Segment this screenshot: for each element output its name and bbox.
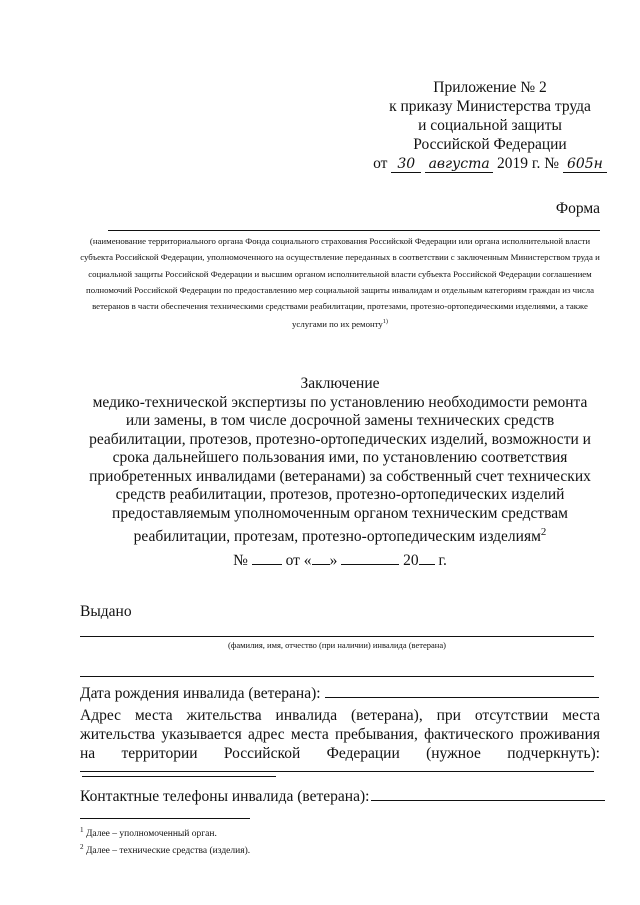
appendix-date-line bbox=[360, 154, 620, 173]
footnotes bbox=[80, 824, 250, 858]
date-day: 30 bbox=[391, 157, 421, 173]
title-heading: Заключение bbox=[300, 375, 380, 392]
year-prefix: 20 bbox=[403, 552, 419, 569]
title-footnote-ref: 2 bbox=[540, 526, 547, 538]
year-suffix: г. bbox=[438, 552, 447, 569]
title-body-wrap bbox=[80, 394, 600, 547]
phones-row bbox=[80, 787, 600, 806]
issued-name-caption: (фамилия, имя, отчество (при наличии) инвалида (ветерана) bbox=[228, 640, 446, 650]
date-year: 2019 г. № bbox=[497, 155, 560, 172]
birth-date-row bbox=[80, 684, 600, 703]
issued-label: Выдано bbox=[80, 603, 132, 620]
issued-extra-line[interactable] bbox=[80, 676, 594, 677]
footnote-1-mark: 1 bbox=[80, 826, 84, 834]
phones-label: Контактные телефоны инвалида (ветерана): bbox=[80, 788, 370, 805]
year-field[interactable] bbox=[419, 552, 435, 565]
footnote-2 bbox=[80, 841, 250, 858]
order-number: 605н bbox=[563, 157, 607, 173]
org-caption-text: (наименование территориального органа Фонда социального страхования Российской Федерации или органа исполнительной власти субъекта Российской Федерации, уполномоченного на осуществление переданных в соответствии с заключенным Министерством труда и социальной защиты Российской Федерации и высшим органом исполнительной власти субъекта Российской Федерации соглашением полномочий Российской Федерации по предоставлению мер социальной защиты инвалидам и отдельным категориям граждан из числа ветеранов в части обеспечения техническими средствами реабилитации, протезами, протезно-ортопедическими изделиями, а также услугами по их ремонту bbox=[80, 236, 600, 330]
day-field[interactable] bbox=[312, 552, 330, 565]
address-field[interactable] bbox=[82, 763, 276, 777]
footnote-1-text: Далее – уполномоченный орган. bbox=[85, 829, 217, 840]
date-prefix: от bbox=[373, 155, 388, 172]
appendix-header bbox=[360, 78, 620, 173]
footnote-2-mark: 2 bbox=[80, 843, 84, 852]
footnote-2-text: Далее – технические средства (изделия). bbox=[85, 846, 251, 857]
appendix-order-line: к приказу Министерства труда bbox=[389, 98, 591, 115]
org-name-field-line[interactable] bbox=[108, 230, 600, 231]
appendix-ministry-line: и социальной защиты bbox=[418, 117, 562, 134]
from-label: от « bbox=[285, 552, 312, 569]
appendix-federation-line: Российской Федерации bbox=[413, 136, 567, 153]
number-sign: № bbox=[233, 552, 248, 569]
address-label: Адрес места жительства инвалида (ветерана), при отсутствии места жительства указывается адрес места пребывания, фактического проживания на территории Российской Федерации (нужное подчеркнуть): bbox=[80, 707, 600, 762]
address-extra-line[interactable] bbox=[80, 771, 594, 772]
document-title bbox=[80, 375, 600, 547]
close-quote: » bbox=[329, 552, 338, 569]
footnote-separator bbox=[80, 818, 250, 819]
org-name-caption bbox=[80, 233, 600, 333]
title-body: медико-технической экспертизы по установлению необходимости ремонта или замены, в том числе досрочной замены технических средств реабилитации, протезов, протезно-ортопедических изделий, возможности и срока дальнейшего пользования ими, по установлению соответствия приобретенных инвалидами (ветеранами) за собственный счет технических средств реабилитации, протезов, протезно-ортопедических изделий предоставляемым уполномоченным органом техническим средствам реабилитации, протезам, протезно-ортопедическим изделиям bbox=[89, 393, 591, 546]
birth-date-field[interactable] bbox=[325, 684, 599, 698]
phones-field[interactable] bbox=[371, 787, 605, 801]
date-month: августа bbox=[425, 157, 493, 173]
month-field[interactable] bbox=[341, 552, 399, 565]
number-field[interactable] bbox=[252, 552, 282, 565]
appendix-title: Приложение № 2 bbox=[433, 79, 547, 96]
number-date-line bbox=[80, 552, 600, 570]
form-label: Форма bbox=[555, 200, 600, 217]
issued-name-field[interactable] bbox=[80, 636, 594, 637]
org-caption-footnote-ref: 1) bbox=[382, 319, 388, 326]
birth-date-label: Дата рождения инвалида (ветерана): bbox=[80, 685, 321, 702]
footnote-1 bbox=[80, 824, 250, 841]
